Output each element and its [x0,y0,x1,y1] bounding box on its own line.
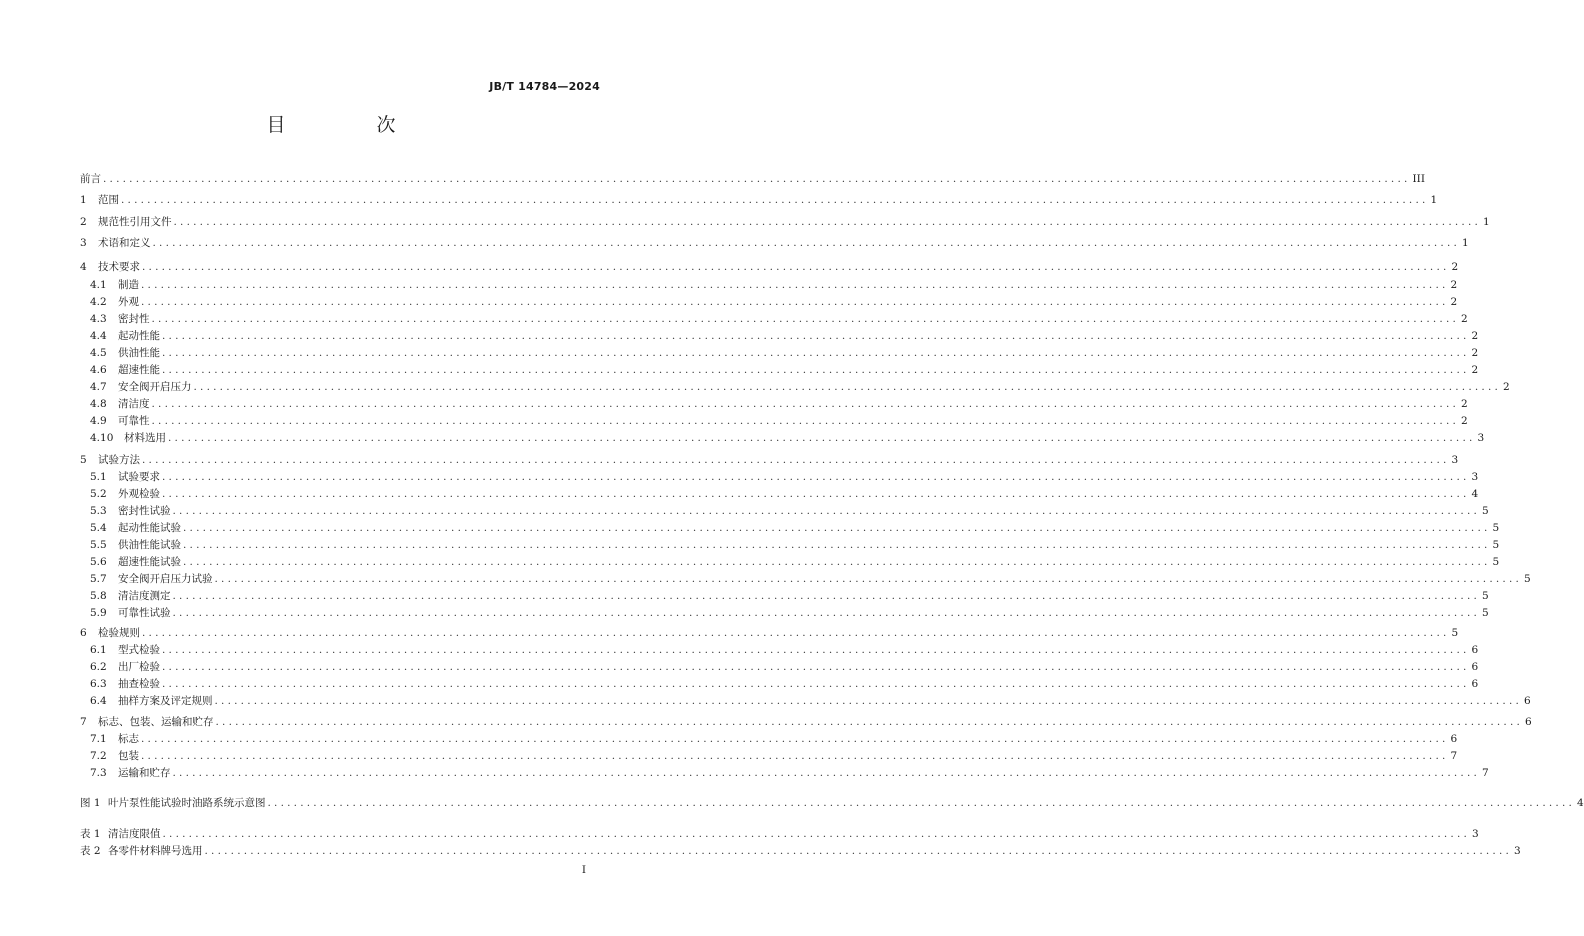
toc-entry-number: 6.2 [90,661,107,673]
toc-entry-page: 4 [1471,488,1479,500]
toc-entry[interactable] [90,379,1510,396]
toc-entry-label: 出厂检验 [118,661,160,673]
toc-entry[interactable] [80,214,1490,231]
toc-dot-leader: ........................................................................................................................................................................................................ [215,716,1524,728]
toc-entry-number: 1 [80,194,87,206]
toc-entry[interactable] [90,537,1500,554]
toc-entry-page: 6 [1525,716,1532,728]
toc-figure-table-entry[interactable] [80,826,1479,843]
toc-entry-number: 5.8 [90,590,107,602]
toc-entry-number: 5.4 [90,522,107,534]
toc-dot-leader: ........................................................................................................................................................................................................ [162,471,1470,483]
toc-entry-label: 外观检验 [118,488,160,500]
toc-dot-leader: ........................................................................................................................................................................................................ [162,828,1471,840]
toc-entry-label: 包装 [118,750,139,762]
toc-entry-label: 抽样方案及评定规则 [118,695,213,707]
toc-entry-label: 材料选用 [124,432,166,444]
toc-entry-page: 5 [1482,590,1489,602]
toc-entry-label: 标志 [118,733,139,745]
toc-entry-label: 密封性试验 [118,505,171,517]
toc-entry-label: 安全阀开启压力试验 [118,573,213,585]
toc-dot-leader: ........................................................................................................................................................................................................ [183,522,1491,534]
toc-entry-page: 6 [1450,733,1458,745]
toc-entry-label: 起动性能试验 [118,522,181,534]
standard-code: JB/T 14784—2024 [489,80,600,93]
toc-entry[interactable] [80,452,1459,469]
toc-dot-leader: ........................................................................................................................................................................................................ [121,194,1429,206]
toc-entry-page: 4 [1577,797,1584,809]
toc-entry-label: 标志、包装、运输和贮存 [98,716,214,728]
toc-entry-label: 检验规则 [98,627,140,639]
toc-dot-leader: ........................................................................................................................................................................................................ [162,488,1470,500]
toc-entry-page: 5 [1524,573,1531,585]
toc-entry-number: 7.1 [90,733,107,745]
toc-entry-page: 2 [1450,296,1458,308]
toc-entry-page: 2 [1461,313,1468,325]
toc-dot-leader: ........................................................................................................................................................................................................ [162,347,1470,359]
toc-dot-leader: ........................................................................................................................................................................................................ [193,381,1502,393]
toc-dot-leader: ........................................................................................................................................................................................................ [162,661,1470,673]
toc-entry-page: 2 [1471,347,1479,359]
toc-dot-leader: ........................................................................................................................................................................................................ [162,678,1470,690]
toc-entry-number: 5.6 [90,556,107,568]
toc-entry[interactable] [90,731,1458,748]
toc-entry[interactable] [90,345,1479,362]
toc-entry-number: 5.9 [90,607,107,619]
toc-dot-leader: ........................................................................................................................................................................................................ [151,415,1460,427]
toc-entry-label: 供油性能试验 [118,539,181,551]
toc-entry[interactable] [90,520,1500,537]
toc-entry-number: 5.7 [90,573,107,585]
toc-entry-number: 7 [80,716,87,728]
toc-entry-page: 2 [1471,330,1479,342]
toc-entry-number: 表 1 [80,828,101,840]
toc-entry-number: 5 [80,454,87,466]
toc-dot-leader: ........................................................................................................................................................................................................ [183,539,1491,551]
toc-entry-number: 5.1 [90,471,107,483]
toc-entry-label: 各零件材料牌号选用 [108,845,203,857]
toc-entry[interactable] [90,413,1468,430]
toc-entry-number: 2 [80,216,87,228]
toc-entry-page: 5 [1492,522,1500,534]
toc-entry-page: 5 [1482,505,1489,517]
toc-entry[interactable] [90,362,1479,379]
toc-entry[interactable] [90,676,1479,693]
toc-entry-label: 规范性引用文件 [98,216,172,228]
toc-entry-label: 可靠性 [118,415,150,427]
toc-entry-number: 4.6 [90,364,107,376]
toc-entry-number: 图 1 [80,797,101,809]
toc-entry[interactable] [90,328,1479,345]
toc-entry-number: 5.2 [90,488,107,500]
toc-entry-label: 清洁度 [118,398,150,410]
toc-dot-leader: ........................................................................................................................................................................................................ [103,173,1411,185]
toc-entry-number: 表 2 [80,845,101,857]
toc-dot-leader: ........................................................................................................................................................................................................ [172,607,1481,619]
toc-entry-number: 5.3 [90,505,107,517]
toc-entry[interactable] [90,693,1531,710]
toc-entry-number: 7.2 [90,750,107,762]
toc-entry[interactable] [90,469,1479,486]
toc-entry-label: 起动性能 [118,330,160,342]
toc-entry-number: 4.1 [90,279,107,291]
toc-entry-label: 前言 [80,173,101,185]
toc-entry-number: 4.3 [90,313,107,325]
toc-entry-number: 4.10 [90,432,114,444]
toc-entry[interactable] [90,396,1468,413]
toc-entry-label: 叶片泵性能试验时油路系统示意图 [108,797,266,809]
toc-entry[interactable] [80,171,1425,188]
toc-entry-page: 6 [1524,695,1531,707]
toc-dot-leader: ........................................................................................................................................................................................................ [142,261,1450,273]
toc-entry-page: 1 [1483,216,1490,228]
toc-entry-label: 供油性能 [118,347,160,359]
toc-dot-leader: ........................................................................................................................................................................................................ [142,627,1450,639]
toc-entry-number: 4.7 [90,381,107,393]
toc-entry-page: 5 [1492,539,1500,551]
toc-entry[interactable] [90,765,1489,782]
toc-entry-page: 1 [1462,237,1469,249]
toc-figure-table-entry[interactable] [80,843,1521,860]
toc-dot-leader: ........................................................................................................................................................................................................ [141,279,1449,291]
toc-entry[interactable] [90,659,1479,676]
toc-entry[interactable] [90,642,1479,659]
toc-entry-label: 超速性能 [118,364,160,376]
toc-entry-number: 7.3 [90,767,107,779]
toc-entry[interactable] [80,259,1459,276]
toc-entry[interactable] [90,503,1489,520]
toc-entry-page: 3 [1514,845,1521,857]
toc-entry-label: 安全阀开启压力 [118,381,192,393]
toc-dot-leader: ........................................................................................................................................................................................................ [172,767,1481,779]
toc-entry-page: 2 [1451,261,1459,273]
toc-entry-label: 运输和贮存 [118,767,171,779]
toc-entry-number: 4 [80,261,87,273]
toc-entry[interactable] [80,714,1532,731]
toc-dot-leader: ........................................................................................................................................................................................................ [141,733,1449,745]
toc-entry-page: 5 [1492,556,1500,568]
toc-dot-leader: ........................................................................................................................................................................................................ [214,573,1523,585]
toc-entry[interactable] [90,571,1531,588]
toc-entry-label: 清洁度限值 [108,828,161,840]
toc-entry-page: 3 [1472,828,1479,840]
toc-entry-page: 6 [1471,661,1479,673]
toc-dot-leader: ........................................................................................................................................................................................................ [151,313,1460,325]
toc-entry-label: 制造 [118,279,139,291]
toc-dot-leader: ........................................................................................................................................................................................................ [162,644,1470,656]
toc-entry-number: 4.5 [90,347,107,359]
toc-dot-leader: ........................................................................................................................................................................................................ [183,556,1491,568]
toc-dot-leader: ........................................................................................................................................................................................................ [162,364,1470,376]
toc-entry-page: 2 [1461,415,1468,427]
toc-entry-page: 6 [1471,678,1479,690]
toc-dot-leader: ........................................................................................................................................................................................................ [214,695,1523,707]
toc-dot-leader: ........................................................................................................................................................................................................ [151,398,1460,410]
toc-dot-leader: ........................................................................................................................................................................................................ [172,590,1481,602]
toc-entry-number: 4.2 [90,296,107,308]
toc-entry-number: 6.4 [90,695,107,707]
toc-entry[interactable] [90,430,1485,447]
toc-entry-label: 试验要求 [118,471,160,483]
toc-entry-label: 可靠性试验 [118,607,171,619]
toc-entry[interactable] [90,748,1458,765]
toc-entry[interactable] [90,311,1468,328]
toc-dot-leader: ........................................................................................................................................................................................................ [204,845,1513,857]
toc-entry-page: 2 [1450,279,1458,291]
toc-entry[interactable] [90,554,1500,571]
toc-entry-label: 术语和定义 [98,237,151,249]
toc-dot-leader: ........................................................................................................................................................................................................ [173,216,1482,228]
toc-entry-page: 3 [1477,432,1485,444]
toc-entry-page: 5 [1451,627,1459,639]
toc-entry[interactable] [90,294,1458,311]
toc-dot-leader: ........................................................................................................................................................................................................ [141,750,1449,762]
toc-entry-number: 4.4 [90,330,107,342]
toc-dot-leader: ........................................................................................................................................................................................................ [172,505,1481,517]
toc-entry-number: 5.5 [90,539,107,551]
toc-entry-page: 1 [1430,194,1438,206]
toc-dot-leader: ........................................................................................................................................................................................................ [162,330,1470,342]
toc-entry-number: 6 [80,627,87,639]
toc-entry-page: 2 [1503,381,1510,393]
toc-entry-number: 6.1 [90,644,107,656]
toc-entry[interactable] [90,605,1489,622]
toc-entry[interactable] [90,486,1479,503]
toc-entry-page: III [1412,173,1425,185]
toc-entry-label: 外观 [118,296,139,308]
toc-entry-number: 3 [80,237,87,249]
toc-figure-table-entry[interactable] [80,795,1584,812]
toc-entry[interactable] [80,192,1438,209]
toc-dot-leader: ........................................................................................................................................................................................................ [168,432,1476,444]
page-title: 目 次 [266,114,432,136]
toc-entry-page: 2 [1471,364,1479,376]
footer-page-number: I [581,864,586,876]
toc-entry[interactable] [90,277,1458,294]
toc-entry-label: 超速性能试验 [118,556,181,568]
toc-entry-page: 3 [1471,471,1479,483]
toc-dot-leader: ........................................................................................................................................................................................................ [267,797,1576,809]
toc-dot-leader: ........................................................................................................................................................................................................ [141,296,1449,308]
toc-entry[interactable] [90,588,1489,605]
toc-entry-number: 4.8 [90,398,107,410]
toc-entry-page: 7 [1450,750,1458,762]
toc-entry-number: 4.9 [90,415,107,427]
toc-entry-page: 2 [1461,398,1468,410]
toc-entry-label: 范围 [98,194,119,206]
toc-entry-page: 5 [1482,607,1489,619]
toc-entry[interactable] [80,235,1469,252]
toc-entry-page: 7 [1482,767,1489,779]
toc-entry-label: 清洁度测定 [118,590,171,602]
toc-entry-label: 型式检验 [118,644,160,656]
toc-entry[interactable] [80,625,1459,642]
toc-dot-leader: ........................................................................................................................................................................................................ [142,454,1450,466]
toc-entry-page: 3 [1451,454,1459,466]
toc-dot-leader: ........................................................................................................................................................................................................ [152,237,1461,249]
toc-entry-label: 抽查检验 [118,678,160,690]
toc-entry-number: 6.3 [90,678,107,690]
toc-entry-label: 技术要求 [98,261,140,273]
toc-entry-page: 6 [1471,644,1479,656]
toc-entry-label: 试验方法 [98,454,140,466]
toc-entry-label: 密封性 [118,313,150,325]
